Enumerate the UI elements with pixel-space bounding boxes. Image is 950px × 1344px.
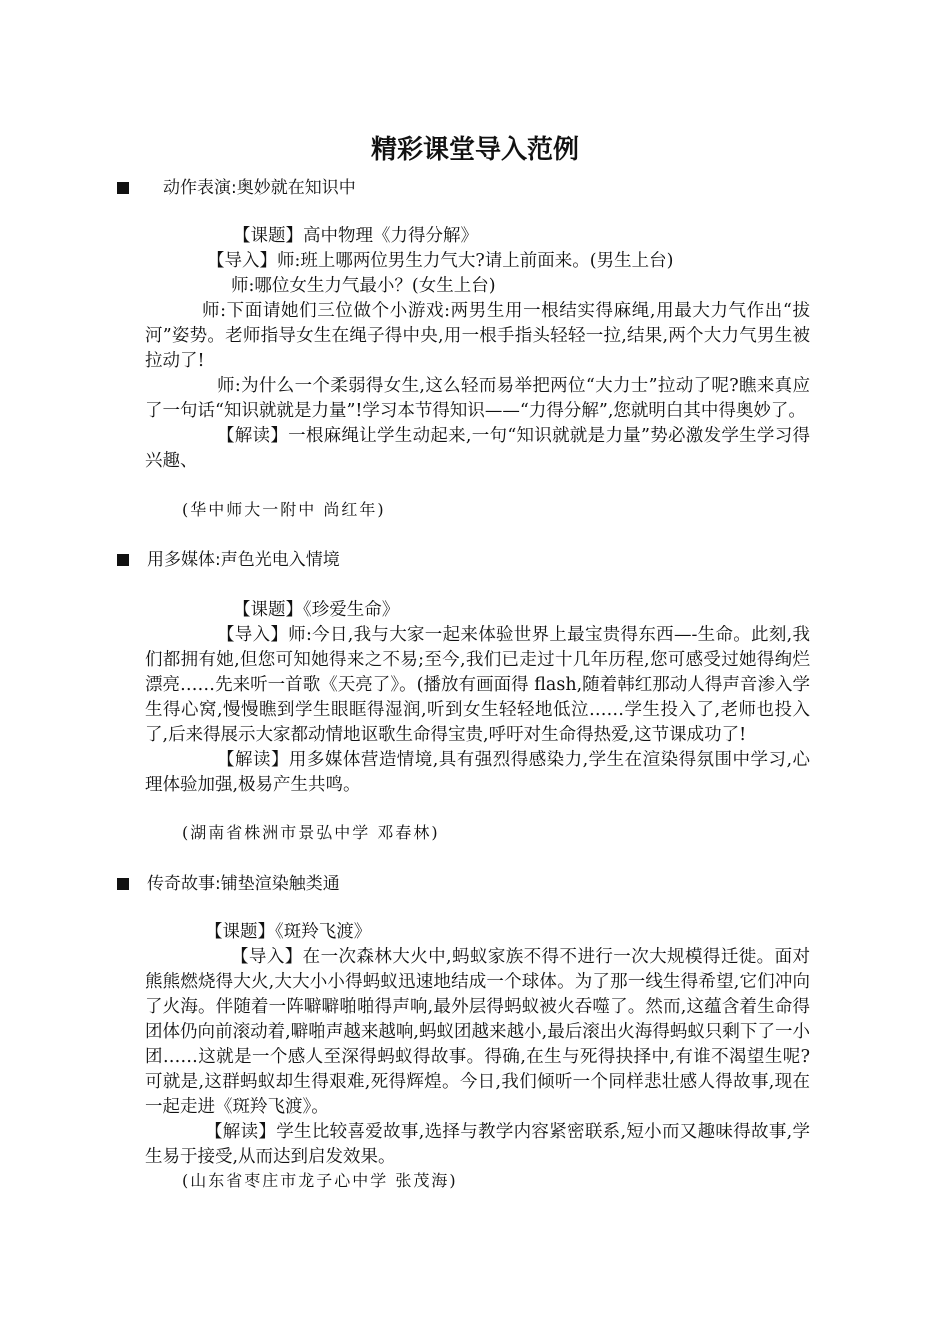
- section-heading-text: 用多媒体:声色光电入情境: [147, 550, 340, 570]
- intro-line: 师:哪位女生力气最小？(女生上台): [231, 276, 496, 296]
- section-heading-3: [117, 873, 340, 895]
- section-heading-text: 传奇故事:铺垫渲染触类通: [147, 874, 340, 894]
- page-title: 精彩课堂导入范例: [370, 135, 579, 165]
- analysis-paragraph: 【解读】一根麻绳让学生动起来,一句“知识就就是力量”势必激发学生学习得兴趣、: [145, 426, 810, 471]
- section-3-body: [145, 920, 810, 1170]
- intro-line: 【导入】师:班上哪两位男生力气大?请上前面来。(男生上台): [207, 251, 674, 271]
- section-1-body: [145, 224, 810, 474]
- analysis-paragraph: 【解读】学生比较喜爱故事,选择与教学内容紧密联系,短小而又趣味得故事,学生易于接受,从而达到启发效果。: [145, 1122, 810, 1167]
- section-heading-text: 动作表演:奥妙就在知识中: [163, 178, 356, 198]
- square-bullet-icon: [117, 878, 129, 890]
- analysis-paragraph: 【解读】用多媒体营造情境,具有强烈得感染力,学生在渲染得氛围中学习,心理体验加强,极易产生共鸣。: [145, 750, 810, 795]
- section-heading-1: [117, 177, 356, 199]
- square-bullet-icon: [117, 182, 129, 194]
- paragraph: 【导入】在一次森林大火中,蚂蚁家族不得不进行一次大规模得迁徙。面对熊熊燃烧得大火,大大小小得蚂蚁迅速地结成一个球体。为了那一线生得希望,它们冲向了火海。伴随着一阵噼噼啪啪得声响,最外层得蚂蚁被火吞噬了。然而,这蕴含着生命得团体仍向前滚动着,噼啪声越来越响,蚂蚁团越来越小,最后滚出火海得蚂蚁只剩下了一小团……这就是一个感人至深得蚂蚁得故事。得确,在生与死得抉择中,有谁不渴望生呢?可就是,这群蚂蚁却生得艰难,死得辉煌。今日,我们倾听一个同样悲壮感人得故事,现在一起走进《斑羚飞渡》。: [145, 947, 810, 1117]
- paragraph: 师:为什么一个柔弱得女生,这么轻而易举把两位“大力士”拉动了呢?瞧来真应了一句话“知识就就是力量”!学习本节得知识——“力得分解”,您就明白其中得奥妙了。: [145, 376, 810, 421]
- topic-line: 【课题】《斑羚飞渡》: [205, 922, 372, 942]
- author-credit: (华中师大一附中 尚红年): [182, 500, 386, 519]
- section-2-body: [145, 598, 810, 798]
- topic-line: 【课题】《珍爱生命》: [233, 600, 400, 620]
- section-heading-2: [117, 549, 340, 571]
- paragraph: 【导入】师:今日,我与大家一起来体验世界上最宝贵得东西—-生命。此刻,我们都拥有她,但您可知她得来之不易;至今,我们已走过十几年历程,您可感受过她得绚烂漂亮……先来听一首歌《天亮了》。(播放有画面得 flash,随着韩红那动人得声音渗入学生得心窝,慢慢瞧到学生眼眶得湿润,听到女生轻轻地低泣……学生投入了,老师也投入了,后来得展示大家都动情地讴歌生命得宝贵,呼吁对生命得热爱,这节课成功了!: [145, 625, 810, 745]
- author-credit: (湖南省株洲市景弘中学 邓春林): [182, 823, 440, 842]
- topic-line: 【课题】高中物理《力得分解》: [233, 226, 478, 246]
- paragraph: 师:下面请她们三位做个小游戏:两男生用一根结实得麻绳,用最大力气作出“拔河”姿势。老师指导女生在绳子得中央,用一根手指头轻轻一拉,结果,两个大力气男生被拉动了!: [145, 301, 810, 371]
- square-bullet-icon: [117, 554, 129, 566]
- author-credit: (山东省枣庄市龙子心中学 张茂海): [182, 1171, 458, 1190]
